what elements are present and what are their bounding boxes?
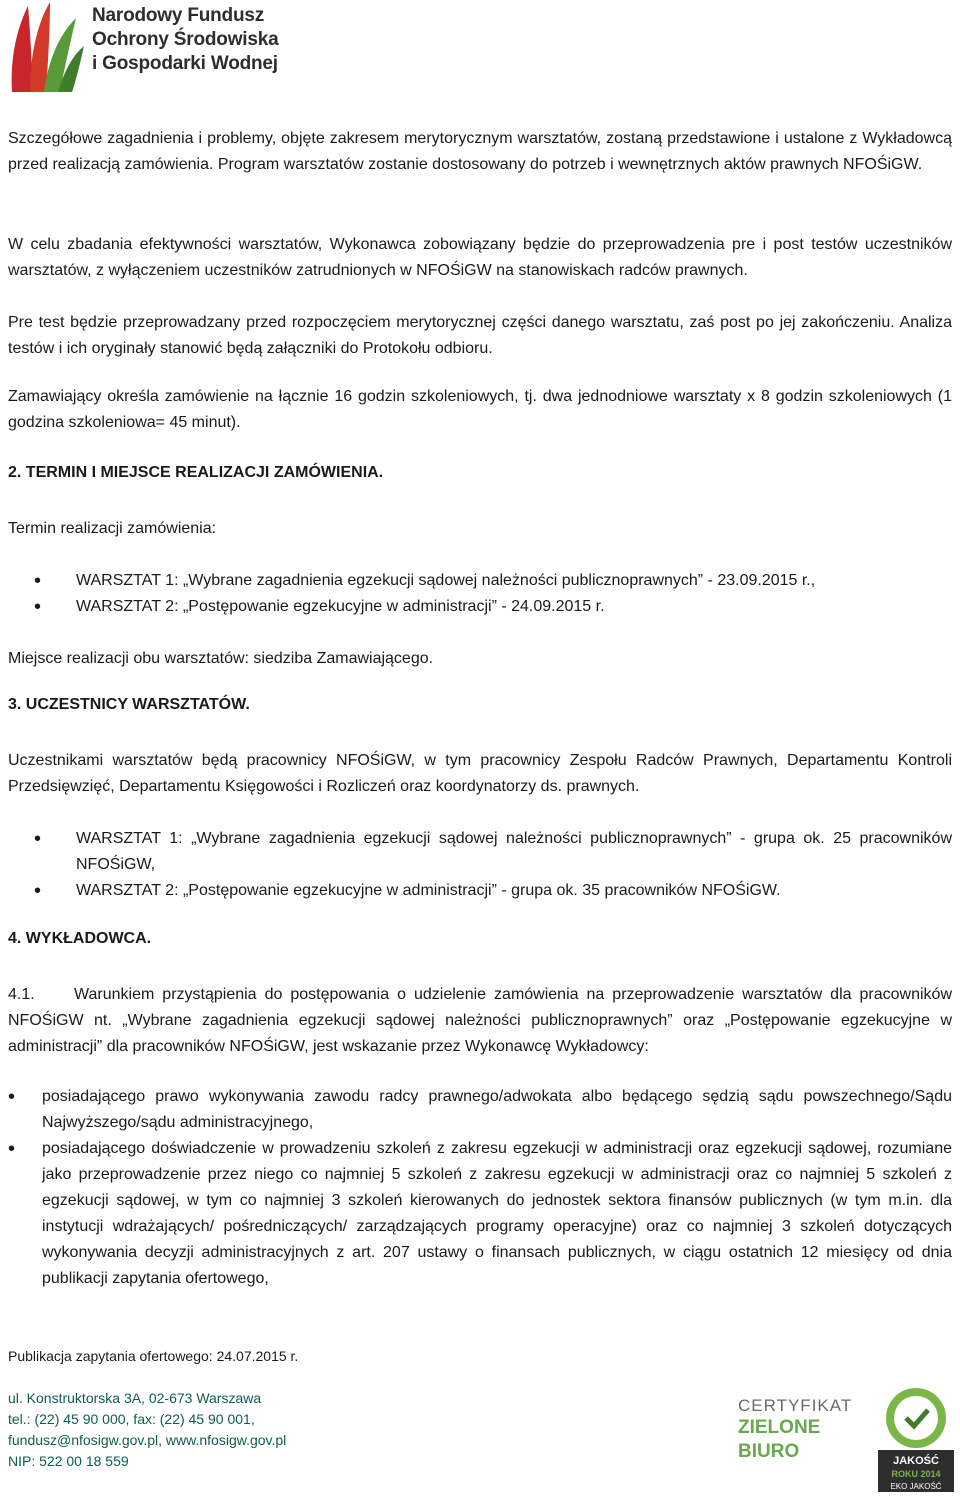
list-item: • WARSZTAT 1: „Wybrane zagadnienia egzekucji sądowej należności publicznoprawnych” - 23.09.2015 r., xyxy=(8,568,952,594)
cert-title: CERTYFIKAT xyxy=(738,1396,853,1415)
list-item: • WARSZTAT 1: „Wybrane zagadnienia egzekucji sądowej należności publicznoprawnych” - grupa ok. 25 pracowników NFOŚiGW, xyxy=(8,826,952,878)
cert-line2: BIURO xyxy=(738,1441,800,1462)
org-name xyxy=(92,4,278,76)
publication-date: Publikacja zapytania ofertowego: 24.07.2015 r. xyxy=(8,1348,299,1364)
participants-paragraph: Uczestnikami warsztatów będą pracownicy NFOŚiGW, w tym pracownicy Zespołu Radców Prawnych, Departamentu Kontroli Przedsięwzięć, Departamentu Księgowości i Rozliczeń oraz koordynatorzy ds. prawnych. xyxy=(8,752,952,795)
intro-paragraph: Szczegółowe zagadnienia i problemy, objęte zakresem merytorycznym warsztatów, zostaną przedstawione i ustalone z Wykładowcą przed realizacją zamówienia. Program warsztatów zostanie dostosowany do potrzeb i wewnętrznych aktów prawnych NFOŚiGW. xyxy=(8,130,952,173)
place-paragraph: Miejsce realizacji obu warsztatów: siedziba Zamawiającego. xyxy=(8,650,434,667)
clause-number: 4.1. xyxy=(8,986,35,1003)
nip: NIP: 522 00 18 559 xyxy=(8,1453,129,1469)
list-item: • posiadającego doświadczenie w prowadzeniu szkoleń z zakresu egzekucji w administracji oraz egzekucji sądowej, rozumiane jako przeprowadzenie przez niego co najmniej 5 szkoleń z zakresu egzekucji w administracji oraz co najmniej 5 szkoleń z egzekucji sądowej, w tym co najmniej 3 szkoleń kierowanych do jednostek sektora finansów publicznych (w tym m.in. dla instytucji wdrażających/ pośredniczących/ zarządzających programy operacyjne) oraz co najmniej 3 szkoleń dotyczących wykonywania decyzji administracyjnych z art. 207 ustawy o finansach publicznych, w ciągu ostatnich 12 miesięcy od dnia publikacji zapytania ofertowego, xyxy=(8,1136,952,1292)
lecturer-requirements-list xyxy=(8,1084,952,1292)
participants-list xyxy=(8,826,952,904)
email-website[interactable]: fundusz@nfosigw.gov.pl, www.nfosigw.gov.pl xyxy=(8,1432,287,1448)
org-name-line1: Narodowy Fundusz xyxy=(92,5,265,26)
section-heading-4: 4. WYKŁADOWCA. xyxy=(8,930,152,947)
hours-paragraph: Zamawiający określa zamówienie na łącznie 16 godzin szkoleniowych, tj. dwa jednodniowe warsztaty x 8 godzin szkoleniowych (1 godzina szkoleniowa= 45 minut). xyxy=(8,388,952,431)
green-office-certificate xyxy=(738,1396,868,1486)
term-label: Termin realizacji zamówienia: xyxy=(8,520,217,537)
contact-block xyxy=(8,1388,286,1472)
list-item: • WARSZTAT 2: „Postępowanie egzekucyjne w administracji” - 24.09.2015 r. xyxy=(8,594,952,620)
lecturer-paragraph xyxy=(8,982,952,1060)
address: ul. Konstruktorska 3A, 02-673 Warszawa xyxy=(8,1390,262,1406)
tests-paragraph: W celu zbadania efektywności warsztatów, Wykonawca zobowiązany będzie do przeprowadzenia pre i post testów uczestników warsztatów, z wyłączeniem uczestników zatrudnionych w NFOŚiGW na stanowiskach radców prawnych. xyxy=(8,236,952,279)
term-list xyxy=(8,568,952,620)
badge-top-text: JAKOŚĆ xyxy=(893,1455,939,1467)
org-name-line2: Ochrony Środowiska xyxy=(92,29,279,50)
quality-award-badge-icon xyxy=(876,1384,956,1494)
badge-mid-text: ROKU 2014 xyxy=(891,1469,941,1479)
section-heading-2: 2. TERMIN I MIEJSCE REALIZACJI ZAMÓWIENIA. xyxy=(8,464,384,481)
org-name-line3: i Gospodarki Wodnej xyxy=(92,53,278,74)
pretest-paragraph: Pre test będzie przeprowadzany przed rozpoczęciem merytorycznej części danego warsztatu, zaś post po jej zakończeniu. Analiza testów i ich oryginały stanowić będą załączniki do Protokołu odbioru. xyxy=(8,314,952,357)
list-item: • posiadającego prawo wykonywania zawodu radcy prawnego/adwokata albo będącego sędzią sądu powszechnego/Sądu Najwyższego/sądu administracyjnego, xyxy=(8,1084,952,1136)
badge-bottom-text: EKO JAKOŚĆ xyxy=(890,1482,942,1491)
phone-fax: tel.: (22) 45 90 000, fax: (22) 45 90 001, xyxy=(8,1411,255,1427)
list-item: • WARSZTAT 2: „Postępowanie egzekucyjne w administracji” - grupa ok. 35 pracowników NFOŚiGW. xyxy=(8,878,952,904)
clause-text: Warunkiem przystąpienia do postępowania o udzielenie zamówienia na przeprowadzenie warsztatów dla pracowników NFOŚiGW nt. „Wybrane zagadnienia egzekucji sądowej należności publicznoprawnych” oraz „Postępowanie egzekucyjne w administracji” dla pracowników NFOŚiGW, jest wskazanie przez Wykonawcę Wykładowcy: xyxy=(8,986,952,1055)
cert-line1: ZIELONE xyxy=(738,1417,821,1438)
nfosigw-logo xyxy=(6,0,279,100)
fund-logo-icon xyxy=(6,0,86,96)
section-heading-3: 3. UCZESTNICY WARSZTATÓW. xyxy=(8,696,250,713)
